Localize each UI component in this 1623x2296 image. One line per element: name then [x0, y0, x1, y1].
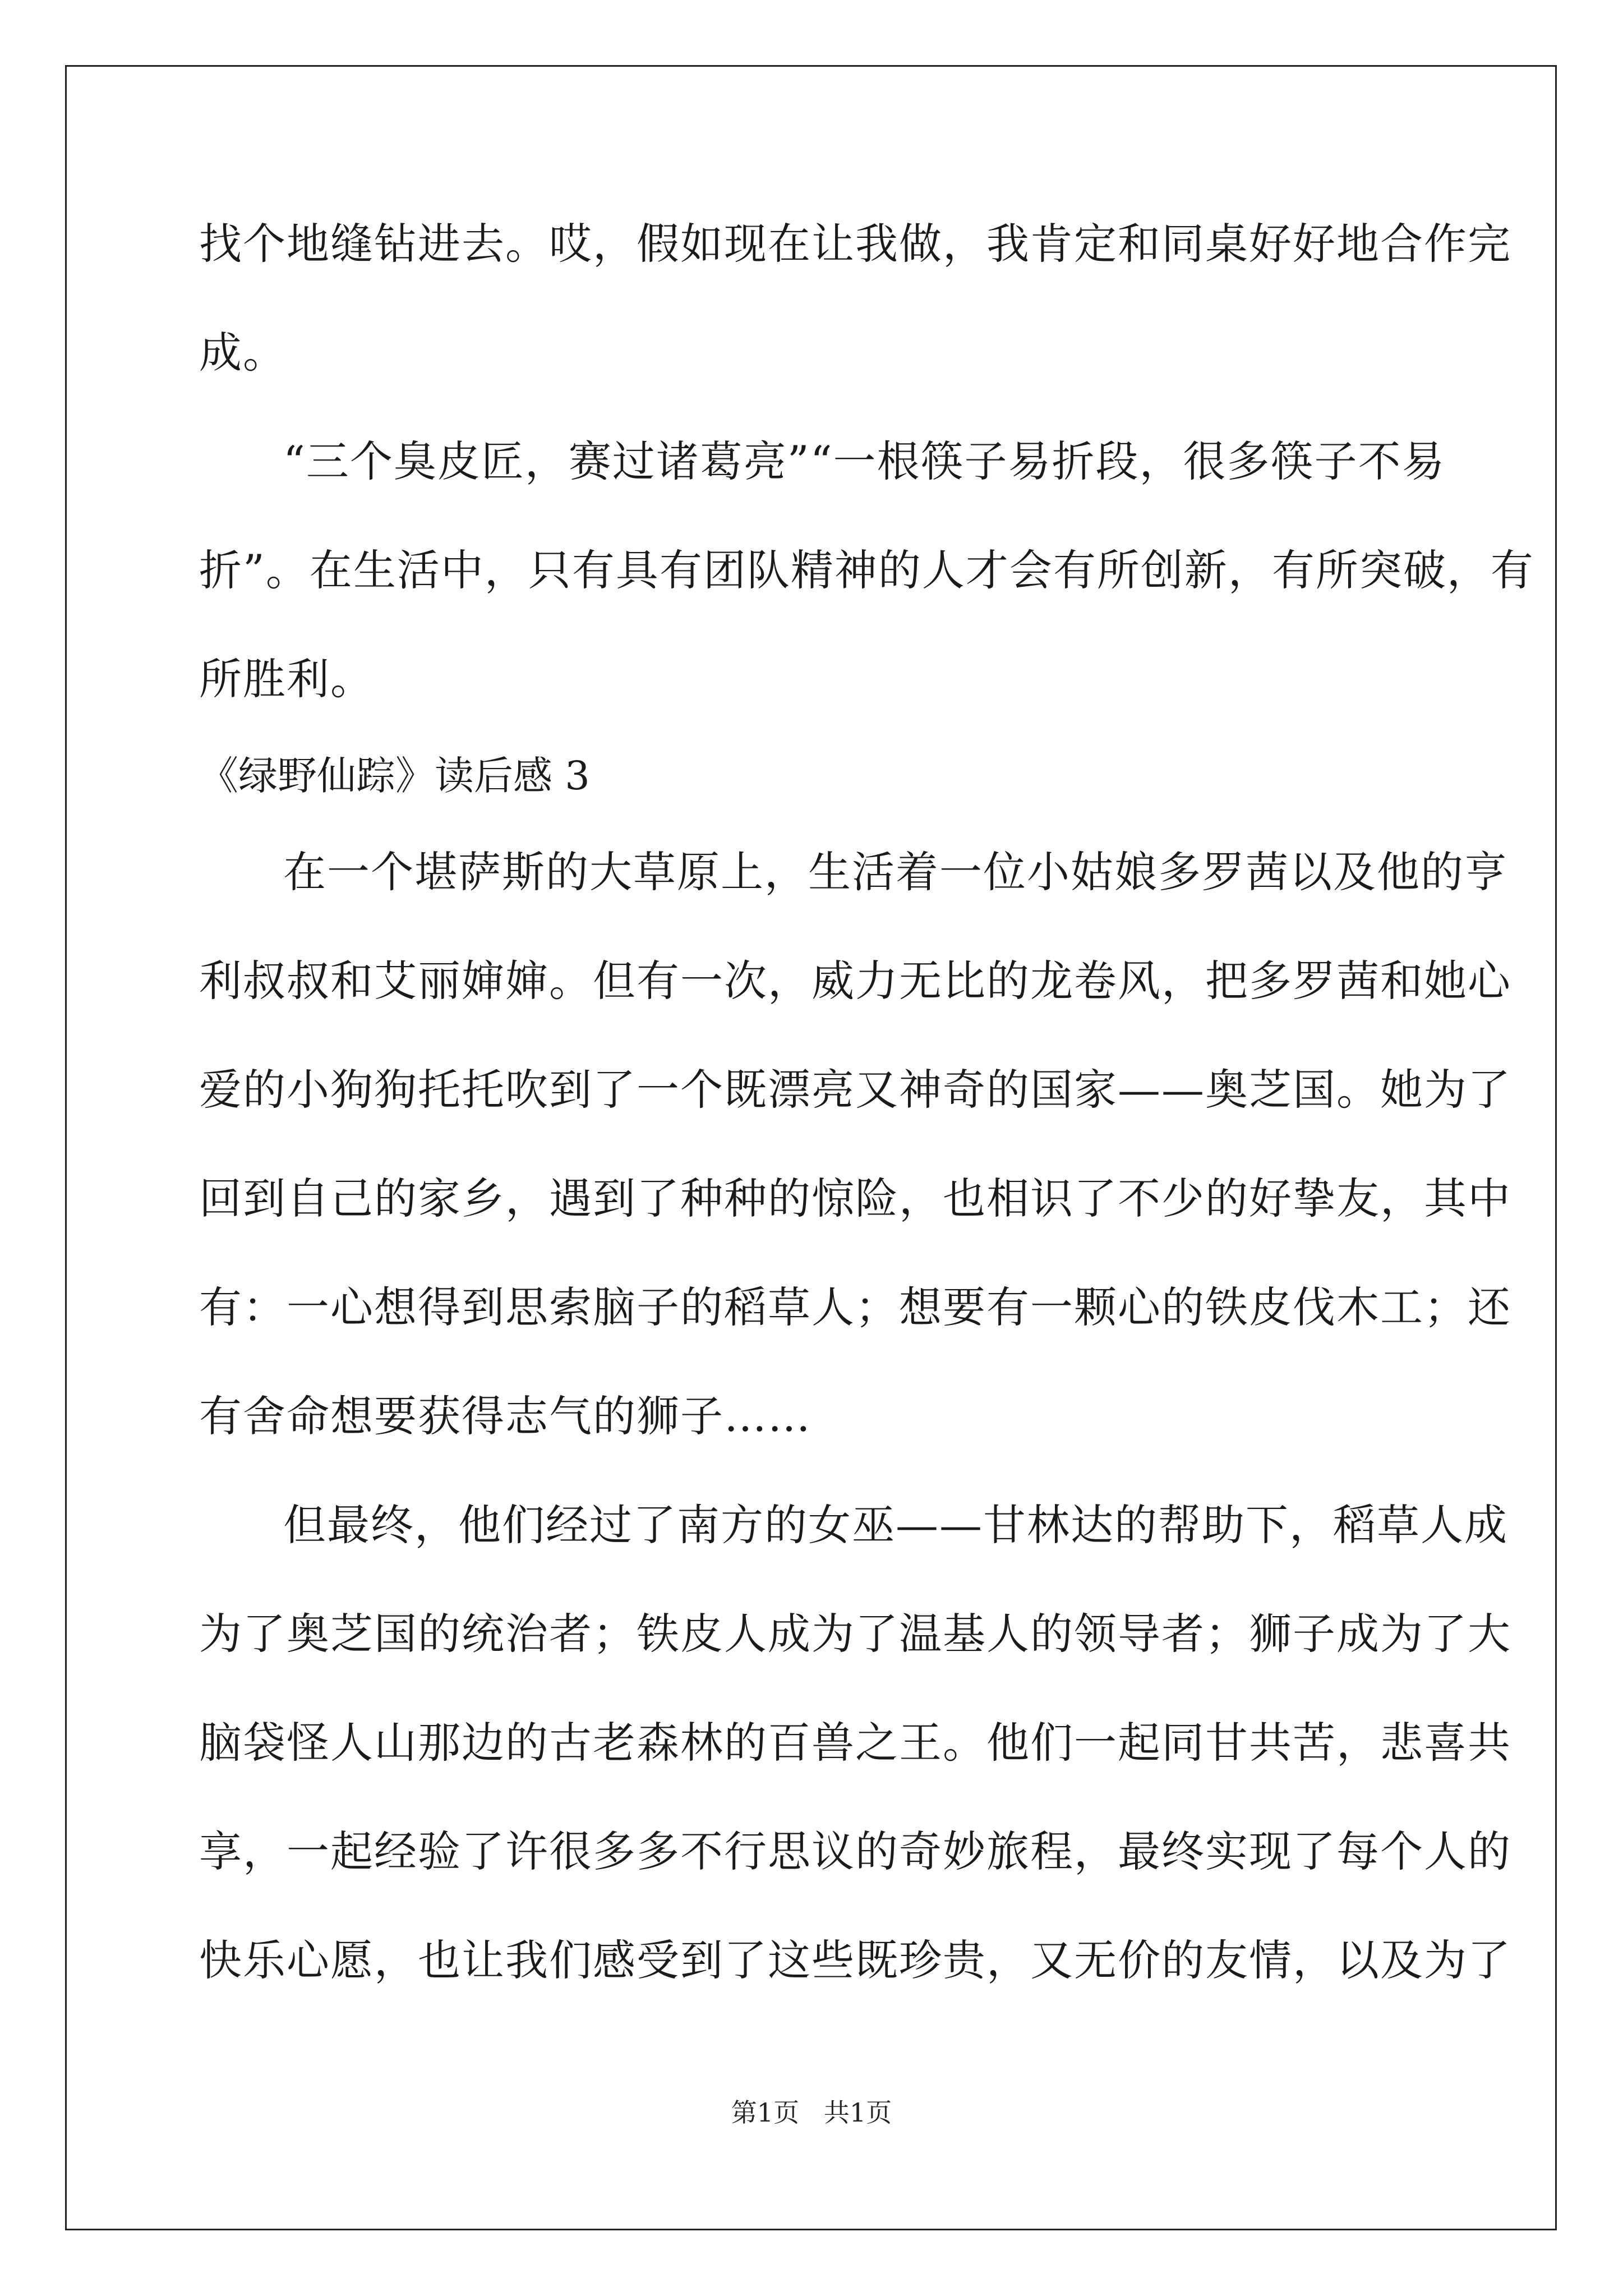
- text-line: 爱的小狗狗托托吹到了一个既漂亮又神奇的国家——奥芝国。她为了: [199, 1065, 1511, 1115]
- paragraph-4: [199, 1497, 1511, 1989]
- text-line: 成。: [199, 328, 287, 378]
- page-footer: 第1页 共1页: [731, 2097, 892, 2128]
- text-line: 回到自己的家乡，遇到了种种的惊险，也相识了不少的好挚友，其中: [199, 1174, 1511, 1223]
- text-line: 有：一心想得到思索脑子的稻草人；想要有一颗心的铁皮伐木工；还: [199, 1282, 1511, 1332]
- text-line: 有舍命想要获得志气的狮子……: [199, 1391, 811, 1441]
- text-line: 但最终，他们经过了南方的女巫——甘林达的帮助下，稻草人成: [283, 1500, 1508, 1550]
- document-body: [199, 216, 1534, 1989]
- paragraph-3: [199, 844, 1511, 1444]
- text-line: 在一个堪萨斯的大草原上，生活着一位小姑娘多罗茜以及他的亨: [283, 847, 1508, 897]
- text-line: 享，一起经验了许很多多不行思议的奇妙旅程，最终实现了每个人的: [199, 1826, 1511, 1876]
- paragraph-2: [199, 434, 1534, 707]
- text-line: 所胜利。: [199, 654, 374, 704]
- text-line: 脑袋怪人山那边的古老森林的百兽之王。他们一起同甘共苦，悲喜共: [199, 1718, 1511, 1768]
- text-line: 快乐心愿，也让我们感受到了这些既珍贵，又无价的友情，以及为了: [199, 1935, 1511, 1985]
- text-line: 利叔叔和艾丽婶婶。但有一次，威力无比的龙卷风，把多罗茜和她心: [199, 956, 1511, 1006]
- text-line: 折”。在生活中，只有具有团队精神的人才会有所创新，有所突破，有: [199, 545, 1534, 595]
- text-line: 找个地缝钻进去。哎，假如现在让我做，我肯定和同桌好好地合作完: [199, 219, 1511, 269]
- text-line: “三个臭皮匠，赛过诸葛亮”“一根筷子易折段，很多筷子不易: [283, 436, 1446, 486]
- section-title: 《绿野仙踪》读后感 3: [199, 753, 590, 799]
- text-line: 为了奥芝国的统治者；铁皮人成为了温基人的领导者；狮子成为了大: [199, 1609, 1511, 1659]
- paragraph-1: [199, 216, 1511, 381]
